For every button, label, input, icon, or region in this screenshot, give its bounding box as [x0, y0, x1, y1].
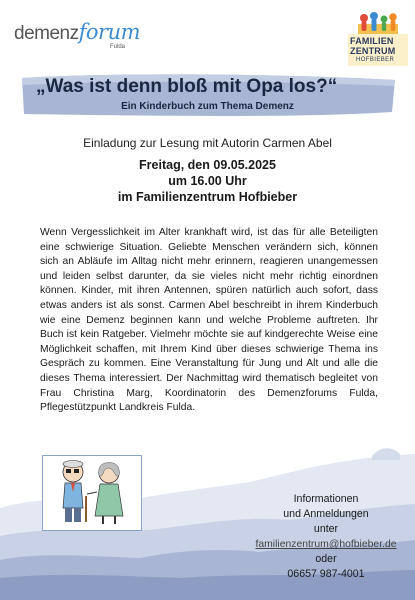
info-line-unter: unter	[313, 523, 339, 535]
event-time: um 16.00 Uhr	[168, 174, 247, 188]
event-place: im Familienzentrum Hofbieber	[117, 190, 298, 204]
phone-number: 06657 987-4001	[287, 568, 365, 580]
contact-info	[238, 492, 414, 582]
logo-text-hofbieber: HOFBIEBER	[356, 57, 395, 63]
page-title: „Was ist denn bloß mit Opa los?“	[36, 76, 338, 97]
demenzforum-logo	[14, 20, 140, 50]
event-date: Freitag, den 09.05.2025	[139, 158, 276, 172]
logo-text-forum: forum	[78, 20, 141, 44]
page-subtitle: Ein Kinderbuch zum Thema Demenz	[121, 101, 294, 112]
logo-text-demenz: demenz	[14, 23, 79, 44]
email-link[interactable]: familienzentrum@hofbieber.de	[255, 539, 397, 550]
description-text: Wenn Vergesslichkeit im Alter krankhaft wird, ist das für alle Beteiligten eine schwierige Situation. Geliebte Menschen verändern sich, können sich an Abläufe im Alltag nicht mehr erinnern, reagieren unangemessen und leiden selbst darunter, da sie vieles nicht mehr richtig einordnen können. Kinder, mit ihren Antennen, spüren natürlich auch sofort, dass etwas anders ist als sonst. Carmen Abel beschreibt in ihrem Kinderbuch wie eine Demenz beginnen kann und welche Probleme auftreten. Ihr Buch ist kein Ratgeber. Vielmehr möchte sie auf kindgerechte Weise eine Möglichkeit schaffen, mit Ihrem Kind über dieses schwierige Thema ins Gespräch zu kommen. Eine Veranstaltung für Jung und Alt und alle die dieses Thema interessiert. Der Nachmittag wird thematisch begleitet von Frau Christina Marg, Koordinatorin des Demenzforums Fulda, Pflegestützpunkt Landkreis Fulda.	[40, 227, 378, 414]
logo-text-fulda: Fulda	[110, 44, 126, 50]
familienzentrum-logo	[346, 10, 408, 72]
invitation-line: Einladung zur Lesung mit Autorin Carmen Abel	[83, 136, 332, 150]
info-line-oder: oder	[315, 553, 337, 565]
info-line-anmeldungen: und Anmeldungen	[283, 508, 369, 520]
book-cover-illustration	[42, 455, 142, 531]
event-details	[0, 157, 415, 205]
logo-text-familien: FAMILIEN	[350, 36, 394, 46]
grandparents-drawing	[43, 456, 141, 530]
logo-text-zentrum: ZENTRUM	[350, 46, 396, 56]
info-line-informationen: Informationen	[293, 493, 359, 505]
